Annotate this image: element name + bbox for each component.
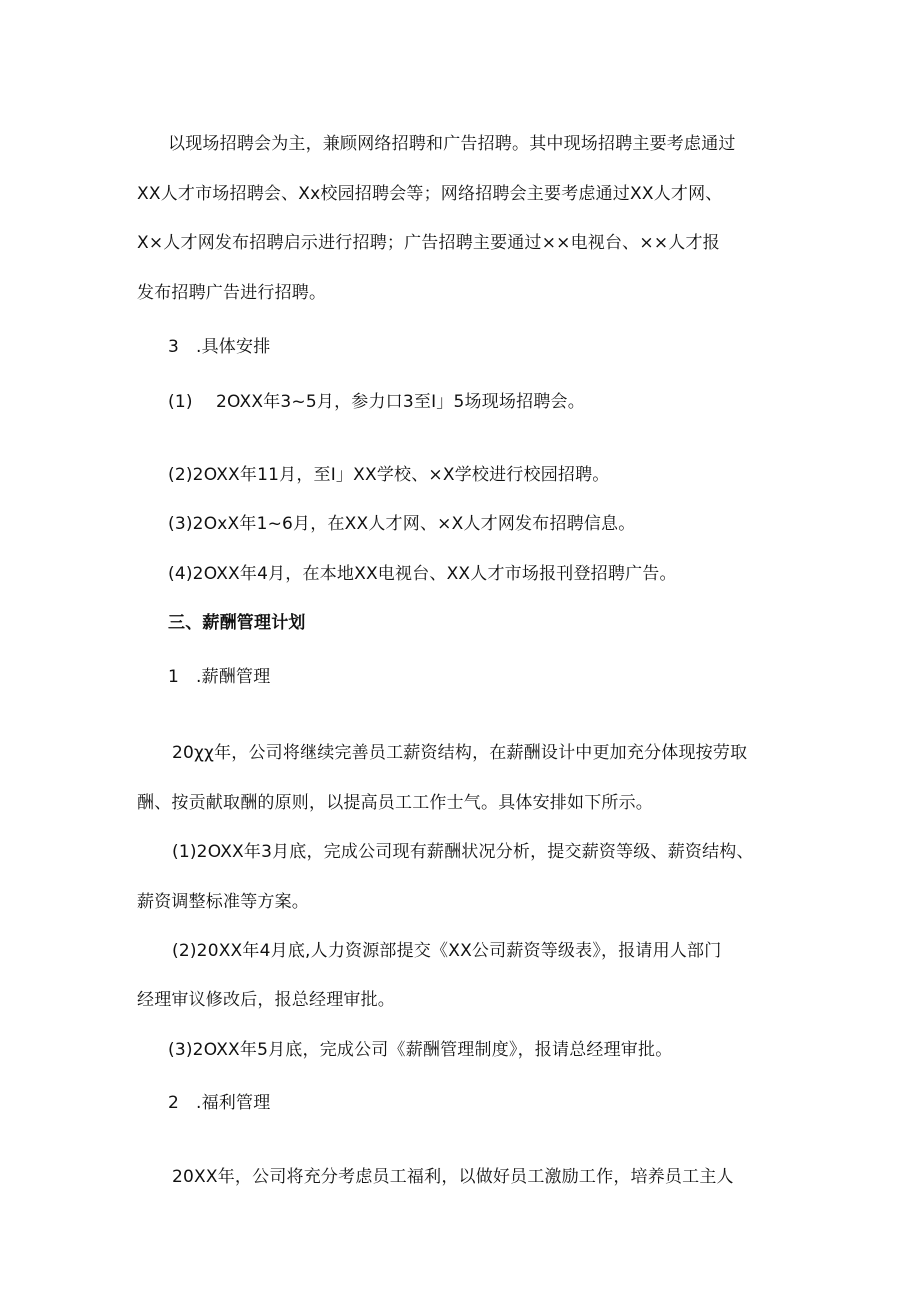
subsection-heading-1 <box>168 666 270 688</box>
paragraph-line: 经理审议修改后，报总经理审批。 <box>137 990 395 1010</box>
subsection-heading-2 <box>168 1092 270 1114</box>
list-item-number: (1) <box>168 392 193 412</box>
subsection-number: 1 <box>168 667 180 687</box>
paragraph-line: (2)20XX年4月底,人力资源部提交《XX公司薪资等级表》，报请用人部门 <box>172 941 722 961</box>
paragraph-line: 发布招聘广告进行招聘。 <box>137 283 327 303</box>
section-number: 3 <box>168 337 180 357</box>
paragraph-line: (3)2OXX年5月底，完成公司《薪酬管理制度》，报请总经理审批。 <box>168 1040 673 1060</box>
subsection-title: .薪酬管理 <box>196 667 271 687</box>
list-item-text: 2OXX年3~5月，参力口3至I」5场现场招聘会。 <box>216 392 585 412</box>
list-item: (2)2OXX年11月，至I」XX学校、×X学校进行校园招聘。 <box>168 465 610 485</box>
subsection-title: .福利管理 <box>196 1093 271 1113</box>
paragraph-line: X×人才网发布招聘启示进行招聘；广告招聘主要通过××电视台、××人才报 <box>137 233 720 253</box>
paragraph-line: 20XX年，公司将充分考虑员工福利，以做好员工激励工作，培养员工主人 <box>172 1167 734 1187</box>
paragraph-line: 20χχ年，公司将继续完善员工薪资结构，在薪酬设计中更加充分体现按劳取 <box>172 743 748 763</box>
list-item <box>168 391 585 413</box>
paragraph-line: (1)2OXX年3月底，完成公司现有薪酬状况分析，提交薪资等级、薪资结构、 <box>172 842 754 862</box>
list-item: (4)2OXX年4月，在本地XX电视台、XX人才市场报刊登招聘广告。 <box>168 564 677 584</box>
subsection-number: 2 <box>168 1093 180 1113</box>
part-heading: 三、薪酬管理计划 <box>168 613 306 633</box>
section-title: .具体安排 <box>196 337 271 357</box>
paragraph-line: 以现场招聘会为主，兼顾网络招聘和广告招聘。其中现场招聘主要考虑通过 <box>168 134 736 154</box>
paragraph-line: XX人才市场招聘会、Xx校园招聘会等；网络招聘会主要考虑通过XX人才网、 <box>137 184 723 204</box>
section-heading-3 <box>168 336 270 358</box>
paragraph-line: 酬、按贡献取酬的原则，以提高员工工作士气。具体安排如下所示。 <box>137 793 653 813</box>
paragraph-line: 薪资调整标准等方案。 <box>137 892 309 912</box>
list-item: (3)2OxX年1~6月，在XX人才网、×X人才网发布招聘信息。 <box>168 514 636 534</box>
